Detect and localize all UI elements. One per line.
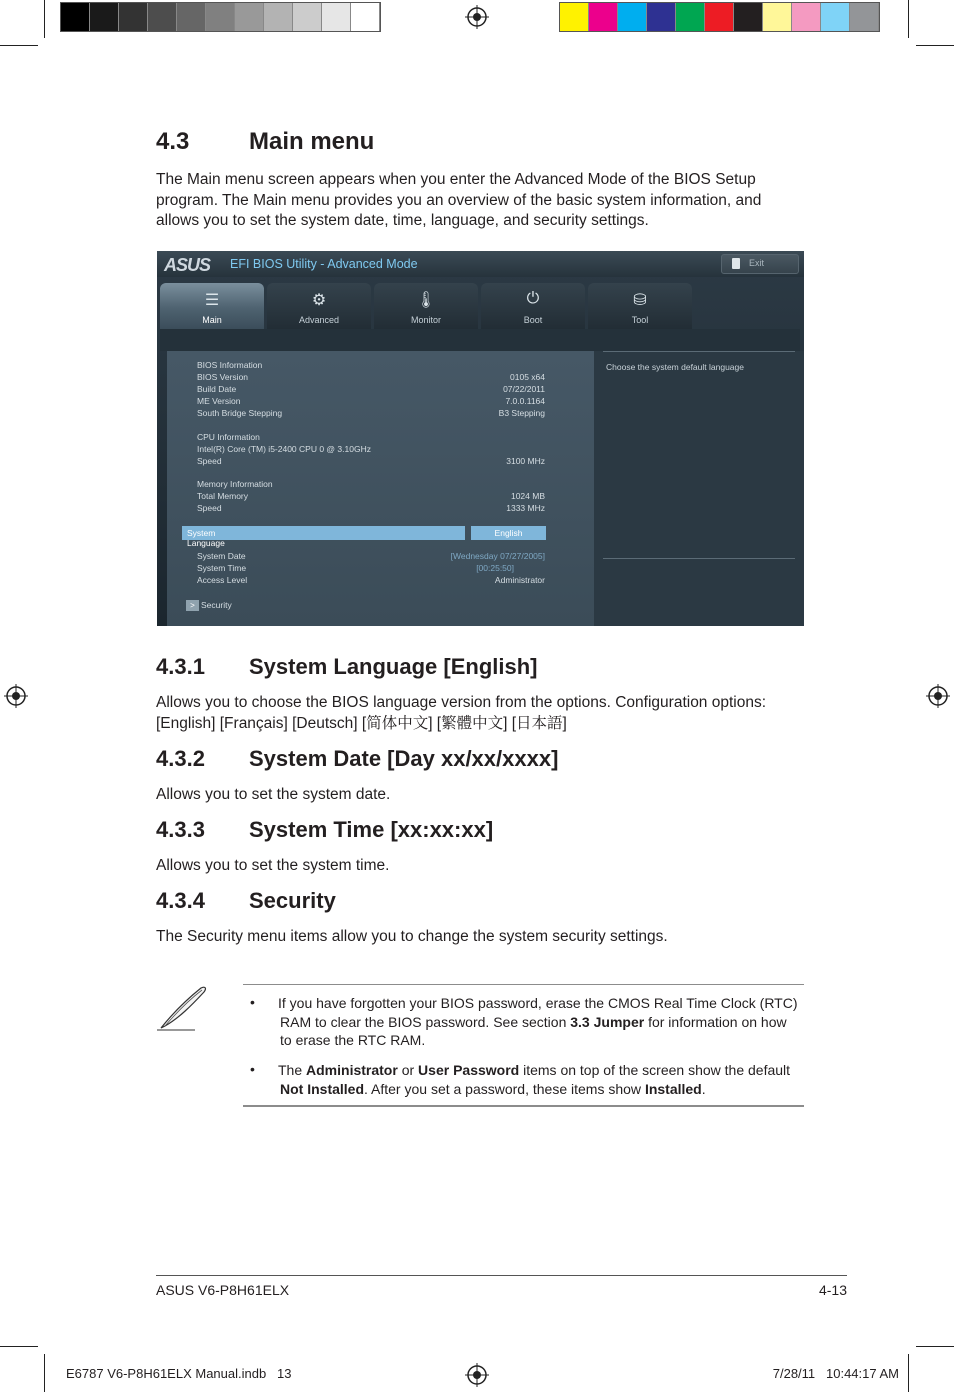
subsection-text: Allows you to choose the BIOS language version from the options. Configuration options: [English] [Français] [Deutsch] [简体中文] [繁體中文] [日本語] (156, 694, 767, 732)
cpu-speed-value: 3100 MHz (506, 456, 545, 466)
bios-help-panel (594, 351, 804, 626)
tab-main[interactable] (160, 283, 264, 329)
footer-page-number: 4-13 (818, 1282, 847, 1298)
subsection-text: The Security menu items allow you to change the system security settings. (156, 928, 668, 945)
bios-version-label: BIOS Version (197, 372, 249, 382)
color-swatch (177, 3, 206, 31)
advanced-settings-icon: ⚙ (311, 292, 327, 309)
monitor-icon: 🌡 (415, 292, 437, 309)
access-level-value: Administrator (494, 575, 545, 585)
color-swatch (850, 3, 879, 31)
memory-speed-value: 1333 MHz (506, 503, 545, 513)
access-level-label: Access Level (197, 575, 248, 585)
note-text: or (397, 1062, 419, 1078)
crop-mark (908, 0, 909, 38)
color-swatch (792, 3, 821, 31)
tab-monitor[interactable] (374, 283, 478, 329)
crop-mark (44, 0, 45, 38)
crop-mark (916, 1346, 954, 1347)
color-swatch (821, 3, 850, 31)
gray-color-bar (60, 2, 381, 32)
color-swatch (351, 3, 380, 31)
bios-screenshot (157, 251, 804, 626)
note-text: items on top of the screen show the default (519, 1062, 791, 1078)
color-swatch (90, 3, 119, 31)
crop-mark (916, 45, 954, 46)
system-language-label: System Language (187, 528, 225, 548)
note-bold-text: Not Installed (280, 1080, 365, 1097)
list-icon: ☰ (204, 292, 220, 309)
tab-tool[interactable] (588, 283, 692, 329)
total-memory-value: 1024 MB (510, 491, 545, 501)
section-title: Main menu (249, 128, 375, 155)
note-bold-text: Installed (644, 1080, 702, 1097)
note-bold-text: User Password (418, 1062, 520, 1078)
subsection-title: System Time [xx:xx:xx] (249, 817, 494, 842)
color-swatch (763, 3, 792, 31)
tool-icon: ⛁ (633, 292, 647, 309)
crop-mark (908, 1354, 909, 1392)
subsection-number: 4.3.3 (156, 817, 205, 842)
me-version-value: 7.0.0.1164 (505, 396, 545, 406)
bios-title-bar (157, 251, 804, 277)
cmyk-color-bar (559, 2, 880, 32)
crop-mark (0, 45, 38, 46)
registration-mark-icon (465, 1363, 489, 1387)
exit-icon (732, 258, 740, 269)
color-swatch (322, 3, 351, 31)
subsection-title: System Language [English] (249, 654, 538, 679)
me-version-label: ME Version (197, 396, 241, 406)
section-number: 4.3 (156, 128, 190, 155)
bios-main-panel (167, 351, 595, 626)
divider (603, 351, 795, 352)
cpu-info-heading: CPU Information (197, 432, 260, 442)
tab-boot[interactable] (481, 283, 585, 329)
footer-product: ASUS V6-P8H61ELX (156, 1282, 290, 1298)
bios-tab-bar (160, 283, 695, 329)
color-swatch (148, 3, 177, 31)
system-date-field[interactable]: [Wednesday 07/27/2005] (450, 551, 545, 561)
exit-button[interactable] (721, 254, 799, 274)
crop-mark (0, 1346, 38, 1347)
security-arrow-icon: > (186, 600, 199, 611)
exit-label: Exit (749, 258, 765, 268)
tab-label: Tool (631, 315, 649, 325)
bios-header-band (160, 329, 800, 351)
bios-version-value: 0105 x64 (510, 372, 545, 382)
tab-advanced[interactable] (267, 283, 371, 329)
note-text: . (701, 1080, 706, 1097)
subsection-number: 4.3.2 (156, 746, 205, 771)
color-swatch (705, 3, 734, 31)
cpu-name: Intel(R) Core (TM) i5-2400 CPU 0 @ 3.10GHz (197, 444, 371, 454)
asus-logo: ASUS (164, 255, 211, 275)
color-swatch (618, 3, 647, 31)
note-bold-text: 3.3 Jumper (570, 1013, 645, 1030)
power-icon: ⏻ (526, 290, 540, 307)
subsection-text: Allows you to set the system time. (156, 857, 390, 874)
registration-mark-icon (926, 684, 950, 708)
tab-label: Monitor (410, 315, 441, 325)
subsection-heading (156, 817, 493, 843)
note-bottom-rule (243, 1105, 804, 1107)
note-bullet: • (250, 994, 255, 1010)
divider (603, 558, 795, 559)
color-swatch (647, 3, 676, 31)
note-item (280, 1061, 800, 1098)
note-text: . After you set a password, these items show (364, 1080, 645, 1097)
section-heading (156, 128, 374, 156)
tab-label: Main (202, 315, 222, 325)
build-date-label: Build Date (197, 384, 237, 394)
subsection-title: System Date [Day xx/xx/xxxx] (249, 746, 559, 771)
note-bullet: • (250, 1061, 255, 1077)
note-text: for information on how to erase the RTC RAM. (280, 1013, 787, 1048)
color-swatch (119, 3, 148, 31)
note-bold-text: Administrator (306, 1062, 398, 1078)
sb-stepping-label: South Bridge Stepping (197, 408, 283, 418)
subsection-heading (156, 654, 538, 680)
system-language-select[interactable]: English (471, 526, 546, 540)
subsection-number: 4.3.4 (156, 888, 205, 913)
security-menu-item[interactable]: Security (201, 600, 232, 610)
note-top-rule (243, 984, 804, 985)
color-swatch (293, 3, 322, 31)
system-date-label: System Date (197, 551, 246, 561)
note-item (280, 994, 800, 1050)
color-swatch (734, 3, 763, 31)
sb-stepping-value: B3 Stepping (498, 408, 545, 418)
registration-mark-icon (465, 5, 489, 29)
color-swatch (676, 3, 705, 31)
color-swatch (235, 3, 264, 31)
total-memory-label: Total Memory (197, 491, 249, 501)
memory-speed-label: Speed (197, 503, 222, 513)
subsection-number: 4.3.1 (156, 654, 205, 679)
slug-file: E6787 V6-P8H61ELX Manual.indb 13 (66, 1366, 292, 1381)
subsection-heading (156, 746, 558, 772)
color-swatch (589, 3, 618, 31)
color-swatch (560, 3, 589, 31)
subsection-text: Allows you to set the system date. (156, 786, 391, 803)
memory-info-heading: Memory Information (197, 479, 273, 489)
crop-mark (44, 1354, 45, 1392)
note-text: The (278, 1062, 307, 1078)
tab-label: Boot (523, 315, 543, 325)
note-text: If you have forgotten your BIOS password, erase the CMOS Real Time Clock (RTC) RAM to clear the BIOS password. See section (278, 995, 798, 1030)
subsection-title: Security (249, 888, 336, 913)
bios-title: EFI BIOS Utility - Advanced Mode (230, 257, 418, 271)
slug-date: 7/28/11 10:44:17 AM (772, 1366, 899, 1381)
tab-label: Advanced (298, 315, 340, 325)
cpu-speed-label: Speed (197, 456, 222, 466)
system-time-field[interactable]: [00:25:50] (476, 563, 514, 573)
bios-info-heading: BIOS Information (197, 360, 263, 370)
registration-mark-icon (4, 684, 28, 708)
build-date-value: 07/22/2011 (503, 384, 545, 394)
footer-rule (156, 1275, 847, 1276)
system-time-label: System Time (197, 563, 247, 573)
color-swatch (264, 3, 293, 31)
subsection-heading (156, 888, 336, 914)
color-swatch (206, 3, 235, 31)
help-text: Choose the system default language (606, 362, 744, 372)
section-intro: The Main menu screen appears when you enter the Advanced Mode of the BIOS Setup program. The Main menu provides you an overview of the basic system information, and allows you to set the system date, time, language, and security settings. (156, 171, 762, 229)
color-swatch (61, 3, 90, 31)
feather-pen-icon (155, 982, 209, 1032)
